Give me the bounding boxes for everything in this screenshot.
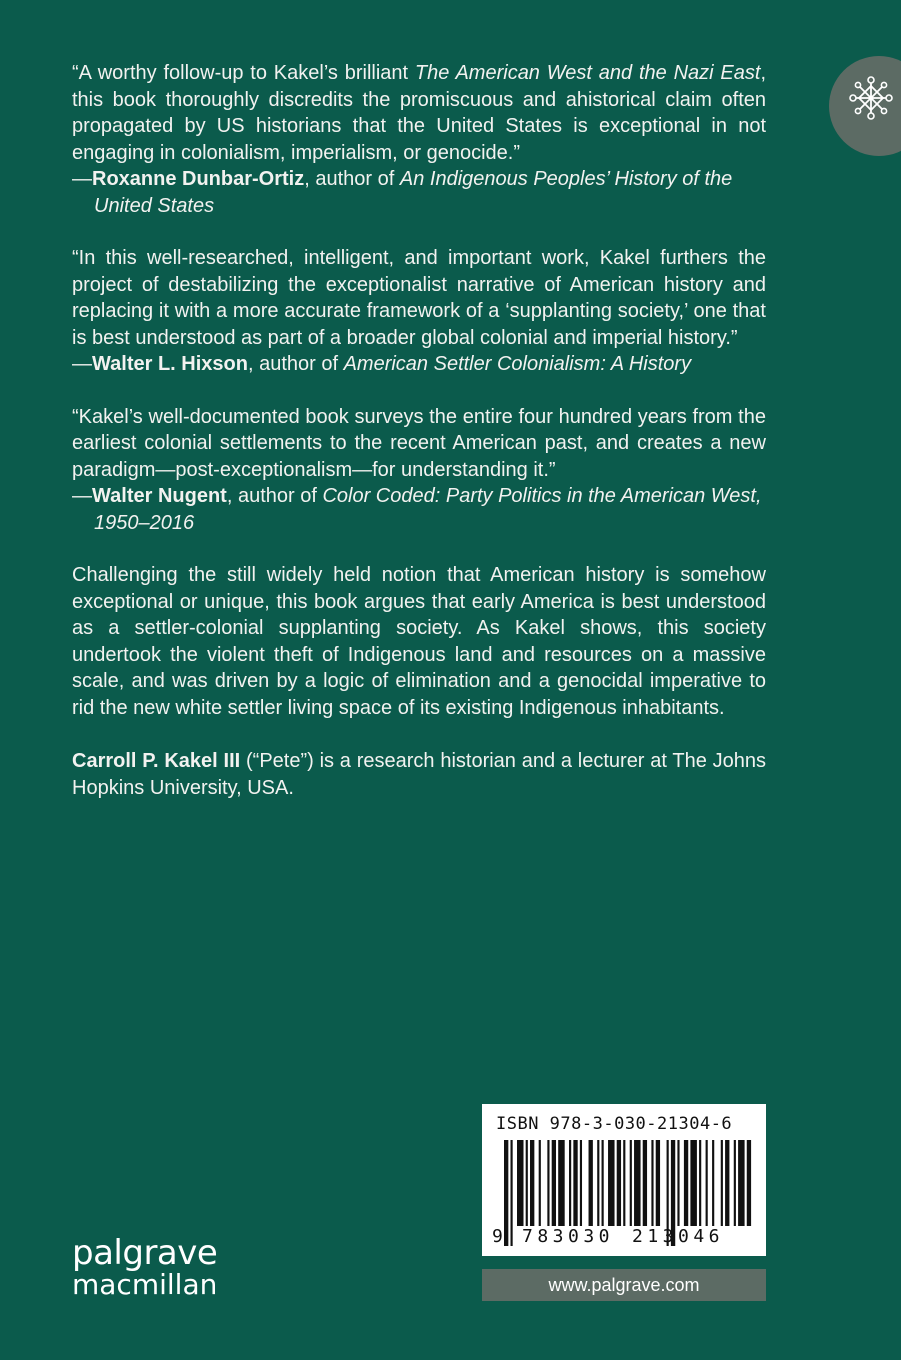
barcode-digits-left: 783030 — [522, 1226, 615, 1247]
barcode-digits-right: 213046 — [632, 1226, 725, 1247]
book-description: Challenging the still widely held notion that American history is somehow exceptional or unique, this book argues that early America is best understood as a settler-colonial supplanting society. As Kakel shows, this society undertook the violent theft of Indigenous land and resources on a massive scale, and was driven by a logic of elimination and a genocidal imperative to rid the new white settler living space of its existing Indigenous inhabitants. — [72, 564, 766, 719]
barcode-bar — [602, 1140, 604, 1226]
barcode-bar — [634, 1140, 641, 1226]
barcode-bar — [690, 1140, 697, 1226]
barcode-bar — [747, 1140, 751, 1226]
back-cover-text — [72, 60, 766, 801]
barcode-bar — [511, 1140, 513, 1246]
barcode-bar — [597, 1140, 599, 1226]
publisher-logo — [72, 1233, 218, 1301]
barcode-bar — [526, 1140, 528, 1226]
quote-2: “In this well-researched, intelligent, and important work, Kakel furthers the project of destabilizing the exceptionalist narrative of American history and replacing it with a more accurate framework of a ‘supplanting society,’ one that is best understood as part of a broader global colonial and imperial history.” — [72, 247, 766, 349]
barcode-bar — [734, 1140, 736, 1226]
author-bio: Carroll P. Kakel III (“Pete”) is a research historian and a lecturer at The Johns Hopkins University, USA. — [72, 750, 766, 799]
barcode-bar — [580, 1140, 582, 1226]
barcode-bar — [651, 1140, 653, 1226]
publisher-name-line1: palgrave — [72, 1233, 218, 1273]
isbn-barcode — [482, 1104, 766, 1256]
barcode-bar — [721, 1140, 723, 1226]
barcode-bar — [530, 1140, 534, 1226]
barcode-bar — [539, 1140, 541, 1226]
barcode-bar — [630, 1140, 632, 1226]
series-logo — [829, 56, 901, 156]
barcode-bar — [738, 1140, 745, 1226]
quote-1: “A worthy follow-up to Kakel’s brilliant The American West and the Nazi East, this book thoroughly discredits the promiscuous and ahistorical claim often propagated by US historians that the United States is exceptional in not engaging in colonialism, imperialism, or genocide.” — [72, 62, 766, 164]
barcode-bar — [623, 1140, 625, 1226]
barcode-bar — [504, 1140, 508, 1246]
barcode-bar — [589, 1140, 593, 1226]
barcode-bar — [684, 1140, 688, 1226]
publisher-website[interactable]: www.palgrave.com — [482, 1269, 766, 1301]
quote-3-attribution: —Walter Nugent, author of Color Coded: Party Politics in the American West, 1950–2016 — [72, 485, 762, 534]
barcode-bar — [643, 1140, 647, 1226]
quote-3: “Kakel’s well-documented book surveys the entire four hundred years from the earliest colonial settlements to the recent American past, and creates a new paradigm—post-exceptionalism—for understanding it.” — [72, 405, 766, 481]
barcode-bar — [617, 1140, 621, 1226]
barcode-bar — [712, 1140, 714, 1226]
barcode-bar — [706, 1140, 708, 1226]
quote-2-attribution: —Walter L. Hixson, author of American Settler Colonialism: A History — [72, 353, 692, 375]
barcode-bar — [552, 1140, 556, 1226]
barcode-bar — [656, 1140, 660, 1226]
barcode-bar — [547, 1140, 549, 1226]
barcode-bar — [569, 1140, 571, 1226]
barcode-bar — [608, 1140, 615, 1226]
publisher-name-line2: macmillan — [72, 1268, 218, 1301]
isbn-label: ISBN 978-3-030-21304-6 — [496, 1114, 733, 1134]
barcode-digit-first: 9 — [492, 1226, 503, 1247]
barcode-bar — [517, 1140, 524, 1226]
barcode-bar — [573, 1140, 577, 1226]
quote-1-attribution: —Roxanne Dunbar-Ortiz, author of An Indigenous Peoples’ History of the United States — [72, 168, 733, 217]
barcode-bar — [699, 1140, 701, 1226]
barcode-bar — [725, 1140, 729, 1226]
network-icon — [845, 72, 897, 124]
barcode-bar — [558, 1140, 565, 1226]
barcode-bar — [677, 1140, 679, 1226]
